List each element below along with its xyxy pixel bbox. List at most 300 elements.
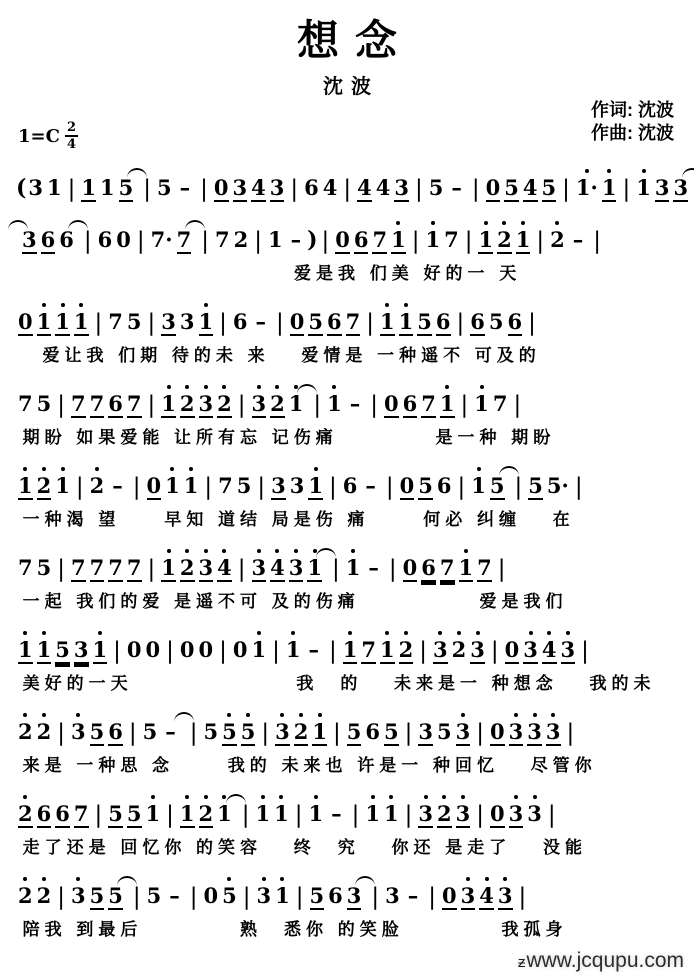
note: 1 (471, 475, 486, 496)
note: 3 (199, 557, 214, 582)
octave-dot (280, 877, 284, 881)
music-line (16, 785, 678, 858)
octave-dot (275, 385, 279, 389)
lyrics-row: 来是 一种思 念 我的 未来也 许是一 种回忆 尽管你 (22, 756, 597, 775)
note: 1 (307, 557, 322, 582)
note: 2 (18, 885, 33, 906)
barline: | (272, 638, 280, 664)
note: 5 (308, 309, 323, 334)
note: 1 (425, 229, 440, 250)
lyrics-row: 爱让我 们期 待的未 来 爱情是 一种遥不 可及的 (42, 346, 541, 365)
note: 7 (71, 391, 86, 416)
octave-dot (246, 713, 250, 717)
octave-dot (503, 877, 507, 881)
score (16, 159, 689, 940)
octave-dot (95, 467, 99, 471)
note: 1 (343, 639, 358, 664)
note: 3 (269, 175, 285, 200)
note: 0 (442, 883, 457, 908)
note: 1 (161, 393, 176, 418)
time-signature-denominator: 4 (66, 137, 76, 152)
barline: | (428, 884, 436, 910)
note: 1 (74, 311, 89, 336)
note: 6 (353, 227, 369, 252)
barline: | (57, 392, 65, 418)
octave-dot (204, 303, 208, 307)
octave-dot (151, 795, 155, 799)
note: 2 (37, 475, 52, 500)
note: 1 (478, 229, 493, 254)
note: 2 (233, 227, 249, 252)
note: 5 (157, 175, 172, 200)
note: 7 (108, 309, 123, 334)
octave-dot (461, 795, 465, 799)
note: 6 (40, 227, 56, 252)
rest-note: 0 (126, 637, 142, 662)
octave-dot (185, 549, 189, 553)
note: 4 (375, 175, 391, 200)
octave-dot (466, 877, 470, 881)
note: 5 (146, 883, 162, 908)
octave-dot (167, 549, 171, 553)
barline: | (83, 228, 92, 254)
note: 7 (421, 391, 436, 416)
octave-dot (23, 631, 27, 635)
dash: – (169, 883, 180, 908)
note: 1 (399, 311, 414, 336)
octave-dot (438, 631, 442, 635)
note: 1 (55, 475, 70, 496)
note: 3 (385, 883, 400, 908)
octave-dot (521, 221, 525, 225)
octave-dot (533, 795, 537, 799)
composer-credit: 作曲: 沈波 (591, 122, 674, 143)
note: 3 (257, 885, 272, 906)
octave-dot (484, 221, 488, 225)
note: 1 (516, 229, 531, 254)
note: 1 (55, 311, 70, 336)
barline: | (147, 556, 156, 582)
octave-dot (299, 713, 303, 717)
octave-dot (227, 877, 231, 881)
note: 1 (47, 175, 62, 200)
note: 5 (222, 885, 237, 906)
octave-dot (314, 467, 318, 471)
music-line (16, 211, 678, 284)
note: 2 (270, 393, 285, 418)
note: 4 (522, 175, 538, 200)
note: 2 (550, 229, 565, 250)
key-text: 1=C (18, 125, 60, 147)
barline: | (332, 556, 340, 582)
rest-note: 0 (203, 883, 219, 908)
barline: | (166, 638, 174, 664)
dash: – (572, 227, 584, 252)
note: 6 (342, 473, 358, 498)
note: 3 (161, 309, 176, 334)
rest-note: 0 (116, 227, 131, 252)
barline: | (476, 802, 484, 828)
note: 3 (654, 175, 670, 200)
octave-dot (204, 795, 208, 799)
barline: | (242, 884, 251, 910)
dash: – (255, 309, 266, 334)
key-signature (18, 121, 78, 151)
barline: | (321, 228, 330, 254)
note: 6 (470, 309, 485, 334)
note: 5 (89, 719, 105, 744)
dash: – (112, 473, 123, 498)
barline: | (75, 474, 84, 500)
lyrics-row: 美好的一天 我 的 未来是一 种想念 我的未 (22, 674, 656, 693)
barline: | (518, 884, 527, 910)
octave-dot (642, 169, 646, 173)
note: 3 (346, 883, 362, 908)
octave-dot (547, 631, 551, 635)
note: 1 (289, 393, 304, 414)
octave-dot (457, 631, 461, 635)
note: 1 (165, 475, 180, 496)
octave-dot (404, 631, 408, 635)
octave-dot (23, 713, 27, 717)
barline: | (200, 176, 208, 202)
note: 4 (479, 885, 494, 910)
octave-dot (318, 713, 322, 717)
dash: – (290, 227, 302, 252)
note: 5 (418, 473, 433, 498)
note: 3 (470, 639, 485, 664)
note: 1 (217, 803, 232, 824)
barline: | (329, 638, 337, 664)
note: 7· (150, 227, 173, 252)
notes-row (16, 375, 678, 418)
note: 3 (527, 721, 542, 746)
octave-dot (42, 631, 46, 635)
note: 1 (252, 639, 267, 660)
barline: | (343, 176, 352, 202)
barline: | (562, 176, 570, 202)
time-signature-numerator: 2 (66, 120, 76, 135)
credits-block (591, 99, 674, 144)
dash: – (368, 555, 379, 580)
octave-dot (61, 303, 65, 307)
barline: | (471, 176, 480, 202)
notes-row (16, 211, 678, 254)
note: 1 (380, 311, 395, 336)
octave-dot (442, 795, 446, 799)
barline: | (57, 884, 65, 910)
note: 1 (636, 177, 651, 198)
note: 4 (322, 175, 338, 200)
dash: – (451, 175, 462, 200)
barline: | (370, 392, 378, 418)
note: 6 (36, 801, 52, 826)
note: 3 (673, 175, 689, 200)
note: 7 (439, 555, 455, 580)
note: 7 (444, 227, 459, 252)
note: 1 (199, 311, 214, 336)
barline: | (460, 392, 469, 418)
music-line (16, 703, 678, 776)
note: 3 (179, 309, 195, 334)
note: 2 (18, 721, 33, 742)
sheet-music-page (16, 8, 689, 972)
note: 5 (203, 719, 219, 744)
note: 1 (146, 803, 161, 824)
note: 5 (428, 175, 444, 200)
augmentation-dot: · (590, 175, 598, 200)
note: 7 (372, 227, 388, 252)
octave-dot (257, 631, 261, 635)
octave-dot (185, 385, 189, 389)
barline: | (94, 802, 103, 828)
note: 2 (399, 639, 414, 664)
notes-row (16, 457, 678, 500)
barline: | (219, 638, 227, 664)
lyrics-row: 陪我 到最后 熟 悉你 的笑脸 我孤身 (22, 920, 568, 939)
octave-dot (279, 795, 283, 799)
note: 1 (37, 311, 52, 336)
octave-dot (262, 877, 266, 881)
barline: | (276, 310, 284, 336)
note: 5 (417, 309, 432, 334)
note: 3 (456, 803, 471, 828)
note: 1· (576, 177, 598, 198)
note: 6 (232, 309, 248, 334)
note: 3 (289, 473, 305, 498)
lyricist-credit: 作词: 沈波 (591, 100, 674, 120)
note: 0 (402, 555, 418, 580)
octave-dot (222, 385, 226, 389)
rest-note: 0 (198, 637, 214, 662)
barline: | (351, 802, 360, 828)
octave-dot (314, 795, 318, 799)
barline: | (132, 474, 141, 500)
octave-dot (291, 631, 295, 635)
music-line (16, 293, 678, 366)
lyrics-row: 一种渴 望 早知 道结 局是伤 痛 何必 纠缠 在 (22, 510, 575, 529)
barline: | (94, 310, 103, 336)
note: 1 (256, 803, 271, 824)
octave-dot (185, 795, 189, 799)
octave-dot (167, 385, 171, 389)
octave-dot (424, 795, 428, 799)
music-line (16, 539, 678, 612)
barline: | (147, 392, 156, 418)
octave-dot (566, 631, 570, 635)
augmentation-dot: · (561, 473, 569, 498)
octave-dot (502, 221, 506, 225)
notes-row (16, 621, 678, 664)
barline: | (476, 720, 484, 746)
note: 1 (184, 475, 199, 496)
note: 6 (435, 309, 451, 334)
note: 0 (289, 309, 305, 334)
dash: – (407, 883, 419, 908)
note: 7 (176, 227, 192, 252)
note: 5 (241, 721, 256, 746)
octave-dot (76, 713, 80, 717)
octave-dot (464, 549, 468, 553)
note: 1 (380, 639, 395, 664)
note: 6 (304, 175, 319, 200)
note: 1 (346, 557, 361, 578)
octave-dot (189, 467, 193, 471)
note: 5 (142, 719, 158, 744)
note: 5 (504, 175, 519, 200)
octave-dot (485, 877, 489, 881)
octave-dot (204, 549, 208, 553)
octave-dot (385, 631, 389, 635)
octave-dot (480, 385, 484, 389)
watermark (518, 949, 684, 973)
note: 0 (146, 473, 162, 498)
octave-dot (280, 713, 284, 717)
octave-dot (227, 713, 231, 717)
note: 0 (399, 473, 415, 498)
note: 3 (523, 639, 538, 664)
note: 1 (602, 177, 617, 202)
note: 3 (71, 885, 86, 906)
note: 0 (384, 391, 399, 416)
octave-dot (396, 221, 400, 225)
barline: | (257, 474, 266, 500)
note: 1 (275, 885, 290, 906)
note: 7 (477, 555, 492, 580)
note: 6 (97, 227, 113, 252)
note: 7 (126, 391, 142, 416)
parenthesis: ) (307, 227, 318, 253)
note: 3 (509, 721, 524, 746)
note: 1 (274, 803, 289, 824)
note: 3 (232, 175, 248, 200)
lyrics-row: 期盼 如果爱能 让所有忘 记伤痛 是一种 期盼 (22, 428, 556, 447)
octave-dot (42, 877, 46, 881)
music-line (16, 457, 678, 530)
note: 1 (440, 393, 455, 418)
note: 6 (365, 719, 380, 744)
note: 7 (218, 473, 233, 498)
note: 5 (222, 721, 237, 746)
barline: | (189, 884, 198, 910)
barline: | (490, 638, 499, 664)
note: 3 (418, 719, 433, 744)
note: 0 (335, 227, 350, 252)
octave-dot (42, 303, 46, 307)
note: 3 (28, 175, 44, 200)
barline: | (143, 176, 152, 202)
rest-note: 0 (145, 637, 161, 662)
barline: | (237, 392, 246, 418)
octave-dot (514, 713, 518, 717)
parenthesis: ( (16, 175, 27, 201)
notes-row (16, 539, 678, 582)
octave-dot (351, 549, 355, 553)
song-subtitle: 沈波 (323, 74, 379, 98)
time-signature (65, 121, 78, 151)
note: 7 (18, 391, 33, 416)
octave-dot (42, 713, 46, 717)
barline: | (404, 802, 413, 828)
barline: | (371, 884, 380, 910)
octave-dot (445, 385, 449, 389)
barline: | (254, 228, 262, 254)
octave-dot (79, 303, 83, 307)
barline: | (329, 474, 337, 500)
note: 3 (394, 175, 410, 200)
note: 1 (286, 639, 301, 660)
note: 0 (485, 175, 501, 200)
note: 1 (18, 475, 33, 500)
note: 6 (436, 473, 452, 498)
note: 4 (542, 639, 557, 664)
note: 1 (100, 175, 115, 200)
note: 6 (59, 227, 74, 252)
note: 5 (55, 637, 70, 662)
note: 4 (217, 557, 232, 582)
octave-dot (477, 467, 481, 471)
note: 3 (252, 393, 267, 418)
octave-dot (294, 549, 298, 553)
barline: | (261, 720, 270, 746)
note: 1 (308, 475, 323, 500)
note: 1 (161, 557, 176, 582)
octave-dot (431, 221, 435, 225)
note: 1 (312, 721, 327, 746)
note: 7 (214, 227, 230, 252)
note: 4 (357, 175, 372, 200)
note: 1 (384, 803, 399, 824)
octave-dot (23, 467, 27, 471)
notes-row (16, 703, 678, 746)
octave-dot (170, 467, 174, 471)
barline: | (128, 720, 137, 746)
note: 7 (73, 801, 89, 826)
barline: | (574, 474, 583, 500)
note: 7 (71, 555, 86, 580)
note: 1 (474, 393, 489, 414)
note: 2 (90, 475, 105, 496)
octave-dot (461, 713, 465, 717)
note: 3 (71, 721, 86, 742)
note: 2 (18, 803, 33, 828)
note: 2 (37, 885, 52, 906)
barline: | (415, 176, 423, 202)
notes-row (16, 867, 678, 910)
note: 7 (18, 555, 33, 580)
octave-dot (529, 631, 533, 635)
barline: | (132, 884, 141, 910)
octave-dot (533, 713, 537, 717)
barline: | (241, 802, 250, 828)
octave-dot (371, 795, 375, 799)
note: 6 (421, 555, 436, 580)
note: 2 (497, 229, 512, 254)
octave-dot (23, 877, 27, 881)
note: 6 (55, 801, 70, 826)
octave-dot (222, 549, 226, 553)
barline: | (366, 310, 374, 336)
note: 3 (418, 803, 433, 828)
dash: – (349, 391, 361, 416)
note: 2 (180, 393, 195, 418)
barline: | (57, 556, 65, 582)
note: 3 (199, 393, 214, 418)
note: 2 (217, 393, 232, 418)
octave-dot (76, 877, 80, 881)
note: 2 (437, 803, 452, 828)
barline: | (536, 228, 545, 254)
